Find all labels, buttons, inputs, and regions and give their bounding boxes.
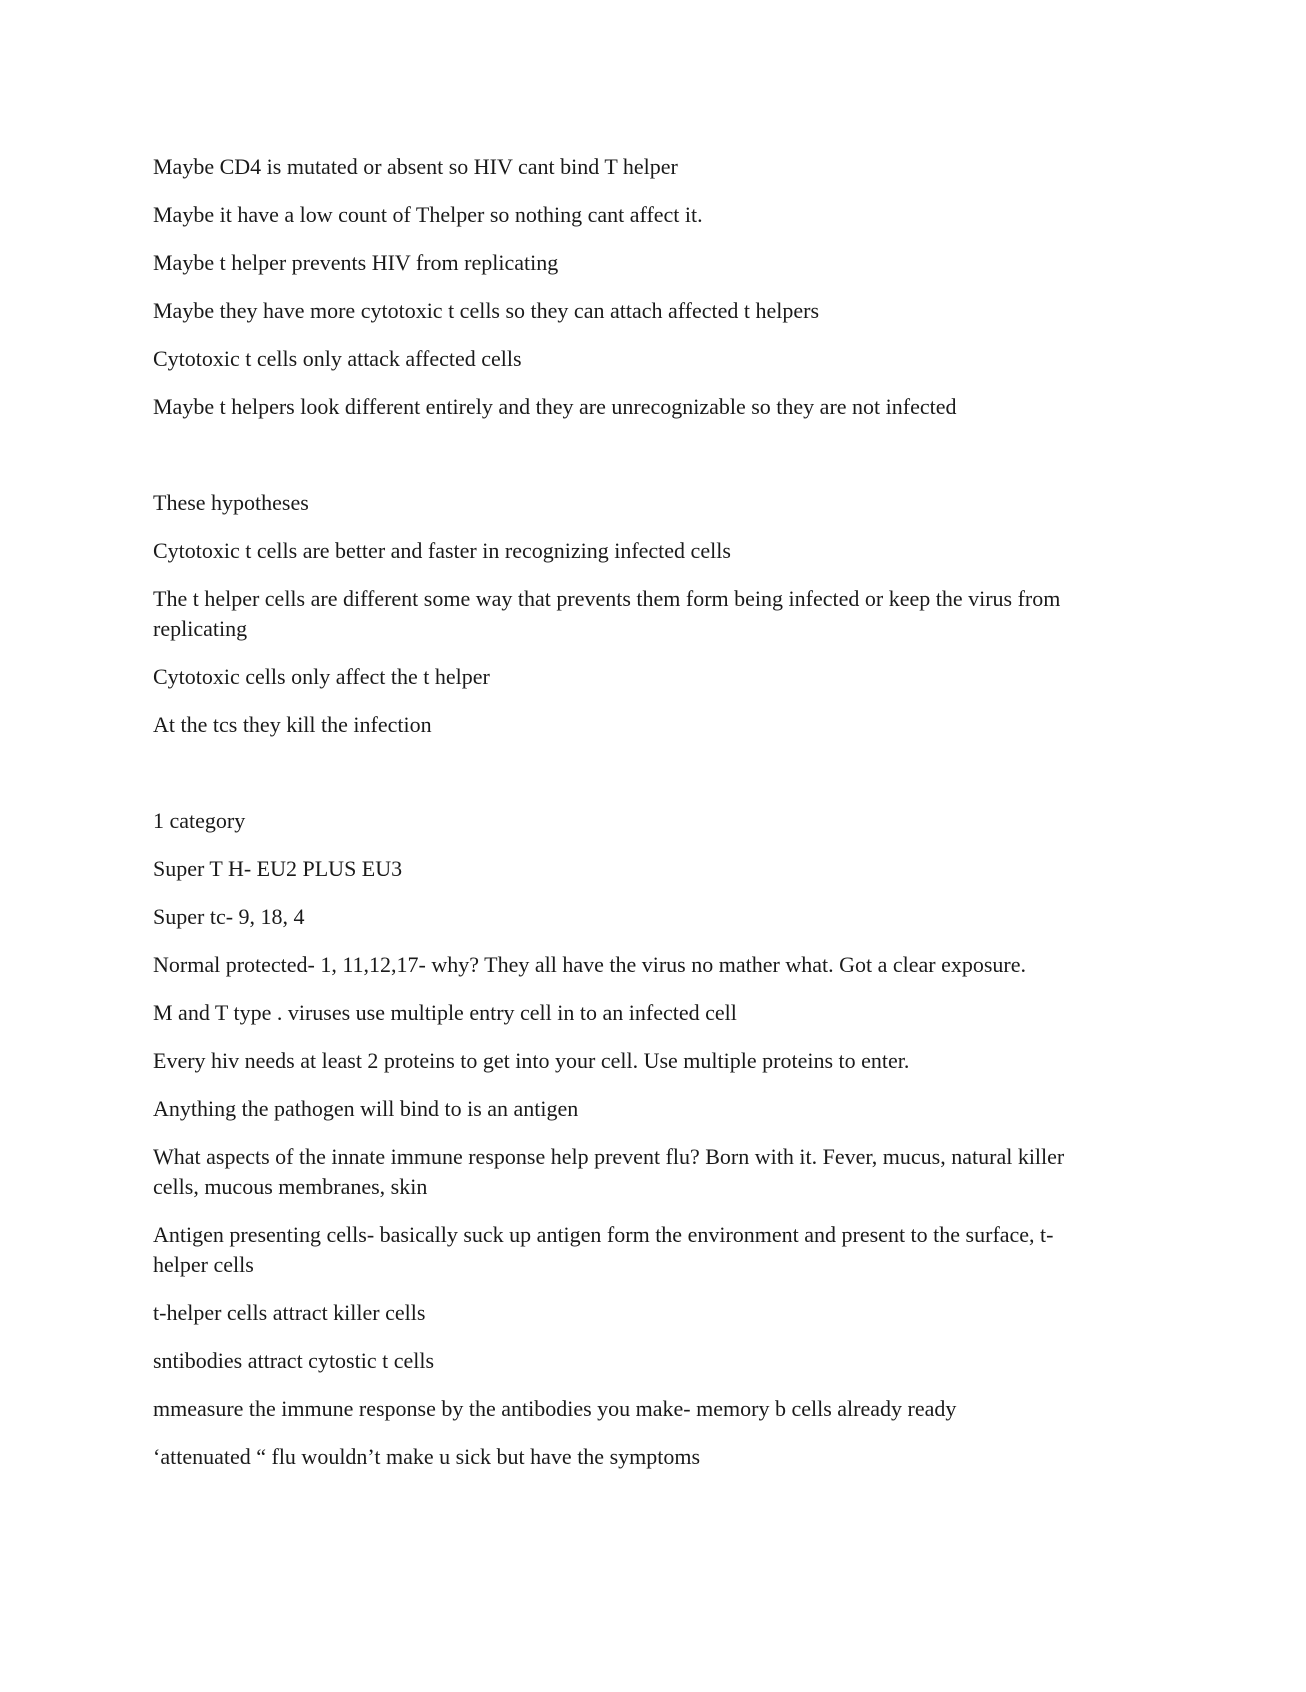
paragraph: These hypotheses (153, 490, 309, 515)
paragraph: Maybe they have more cytotoxic t cells so they can attach affected t helpers (153, 298, 820, 323)
paragraph: Super tc- 9, 18, 4 (153, 904, 305, 929)
paragraph: Antigen presenting cells- basically suck up antigen form the environment and present to the surface, t-helper cells (153, 1222, 1054, 1277)
paragraph: Anything the pathogen will bind to is an antigen (153, 1096, 579, 1121)
paragraph: Maybe CD4 is mutated or absent so HIV cant bind T helper (153, 154, 678, 179)
paragraph: At the tcs they kill the infection (153, 712, 432, 737)
blank-line (153, 758, 1103, 806)
paragraph: t-helper cells attract killer cells (153, 1300, 426, 1325)
paragraph: Super T H- EU2 PLUS EU3 (153, 856, 403, 881)
paragraph: Normal protected- 1, 11,12,17- why? They all have the virus no mather what. Got a clear exposure. (153, 952, 1026, 977)
paragraph: The t helper cells are different some way that prevents them form being infected or keep the virus from replicating (153, 586, 1061, 641)
paragraph: mmeasure the immune response by the antibodies you make- memory b cells already ready (153, 1396, 957, 1421)
paragraph: Cytotoxic t cells are better and faster in recognizing infected cells (153, 538, 731, 563)
paragraph: sntibodies attract cytostic t cells (153, 1348, 435, 1373)
paragraph: Maybe it have a low count of Thelper so nothing cant affect it. (153, 202, 703, 227)
paragraph: What aspects of the innate immune response help prevent flu? Born with it. Fever, mucus, natural killer cells, mucous membranes, skin (153, 1144, 1065, 1199)
paragraph: Cytotoxic cells only affect the t helper (153, 664, 490, 689)
paragraph: Cytotoxic t cells only attack affected cells (153, 346, 522, 371)
document-body (153, 152, 1103, 1490)
paragraph: ‘attenuated “ flu wouldn’t make u sick but have the symptoms (153, 1444, 701, 1469)
paragraph: 1 category (153, 808, 246, 833)
blank-line (153, 440, 1103, 488)
paragraph: M and T type . viruses use multiple entry cell in to an infected cell (153, 1000, 737, 1025)
paragraph: Every hiv needs at least 2 proteins to get into your cell. Use multiple proteins to enter. (153, 1048, 910, 1073)
paragraph: Maybe t helpers look different entirely and they are unrecognizable so they are not infected (153, 394, 957, 419)
paragraph: Maybe t helper prevents HIV from replicating (153, 250, 559, 275)
